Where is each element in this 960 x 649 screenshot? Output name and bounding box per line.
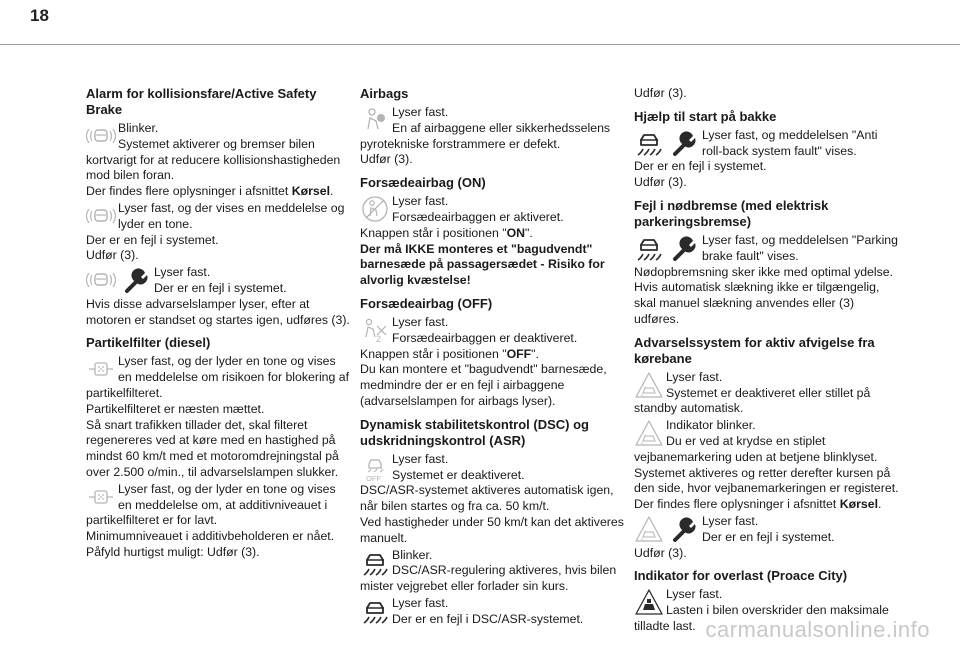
wrench-icon [670, 233, 700, 263]
warning-entry: Indikator blinker. Du er ved at krydse en stiplet vejbanemarkering uden at betjene blinklyset. Systemet aktiveres og retter derefter kursen på den side, hvor vejbanemarkeringen er registeret. Der findes flere oplysninger i afsnittet Kørsel. [634, 418, 899, 512]
warning-entry: Lyser fast. Forsædeairbaggen er aktiveret. Knappen står i positionen "ON". Der må IKKE monteres et "bagudvendt" barnesæde på passagersædet - Risiko for alvorlig kvæstelse! [360, 194, 605, 288]
section-title: Forsædeairbag (OFF) [360, 295, 493, 311]
section-airbags [360, 86, 626, 168]
lane-departure-icon [634, 370, 664, 400]
warning-entry: Lyser fast. Forsædeairbaggen er deaktiveret. Knappen står i positionen "OFF". Du kan montere et "bagudvendt" barnesæde, medmindre der er en fejl i airbaggene (advarselslampen for airbags lyser). [360, 314, 607, 408]
warning-entry: Lyser fast, og der vises en meddelelse og lyder en tone. Der er en fejl i systemet. Udfør (3). [86, 200, 345, 263]
section-particle-filter [86, 335, 352, 560]
section-airbag-off [360, 296, 626, 410]
warning-entry: Blinker. Systemet aktiverer og bremser bilen kortvarigt for at reducere kollisionshastigheden mod bilen foran. Der findes flere oplysninger i afsnittet Kørsel. [86, 121, 341, 199]
skid-car-icon [634, 233, 664, 263]
section-dsc-asr [360, 417, 626, 628]
section-title: Indikator for overlast (Proace City) [634, 568, 848, 584]
header-rule [0, 44, 960, 45]
airbag-off-icon [360, 315, 390, 345]
section-hill-start [634, 109, 900, 191]
skid-car-icon [634, 128, 664, 158]
particle-filter-icon [86, 354, 116, 384]
section-title: Fejl i nødbremse (med elektrisk parkeringsbremse) [634, 197, 829, 229]
section-title: Alarm for kollisionsfare/Active Safety Brake [86, 86, 317, 117]
warning-entry: OFF Lyser fast. Systemet er deaktiveret. DSC/ASR-systemet aktiveres automatisk igen, når bilen startes og fra ca. 50 km/t. Ved hastigheder under 50 km/t kan det aktiveres manuelt. [360, 451, 624, 545]
wrench-icon [670, 514, 700, 544]
collision-alert-icon [86, 121, 116, 151]
warning-entry: Lyser fast. Systemet er deaktiveret eller stillet på standby automatisk. [634, 369, 871, 416]
airbag-icon [360, 105, 390, 135]
warning-entry: Lyser fast, og meddelelsen "Parking brake fault" vises. Nødopbremsning sker ikke med optimal ydelse. Hvis automatisk slækning ikke er tilgængelig, skal manuel slækning anvendes eller (3) udføres. [634, 232, 898, 326]
section-title: Dynamisk stabilitetskontrol (DSC) og udskridningskontrol (ASR) [360, 416, 589, 448]
warning-entry: Lyser fast, og der lyder en tone og vises en meddelelse om risikoen for blokering af partikelfilteret. Partikelfilteret er næsten mættet. Så snart trafikken tillader det, skal filteret regenereres ved at køre med en hastighed på mindst 60 km/t med et motoromdrejningstal på over 2.500 o/min., til advarselslampen slukker. [86, 354, 350, 479]
column-right [634, 86, 900, 642]
warning-entry: Lyser fast. Der er en fejl i DSC/ASR-systemet. [360, 596, 626, 628]
section-title: Advarselssystem for aktiv afvigelse fra kørebane [634, 334, 875, 366]
watermark-footer: carmanualsonline.info [705, 617, 930, 642]
wrench-icon [122, 265, 152, 295]
warning-entry: Blinker. DSC/ASR-regulering aktiveres, hvis bilen mister vejgrebet eller forlader sin kurs. [360, 547, 617, 594]
section-title: Airbags [360, 86, 409, 101]
wrench-icon [670, 128, 700, 158]
skid-car-icon [360, 548, 390, 578]
overload-icon [634, 587, 664, 617]
section-collision-alarm [86, 86, 352, 328]
section-lane-departure [634, 335, 900, 562]
column-middle [360, 86, 626, 635]
section-airbag-on [360, 175, 626, 289]
collision-alert-icon [86, 201, 116, 231]
skid-car-icon [360, 596, 390, 626]
particle-filter-icon [86, 482, 116, 512]
airbag-on-icon [360, 194, 390, 224]
warning-entry: Lyser fast, og meddelelsen "Anti roll-back system fault" vises. Der er en fejl i systemet. Udfør (3). [634, 127, 878, 190]
warning-entry: Lyser fast, og der lyder en tone og vises en meddelelse om, at additivniveauet i partikelfilteret er for lavt. Minimumniveauet i additivbeholderen er nået. Påfyld hurtigst muligt: Udfør (3). [86, 481, 336, 559]
warning-entry: Lyser fast. En af airbaggene eller sikkerhedsselens pyrotekniske forstrammere er defekt. Udfør (3). [360, 105, 611, 167]
column-left [86, 86, 352, 568]
svg-text:OFF: OFF [366, 473, 381, 482]
continued-text: Udfør (3). [634, 86, 687, 100]
lane-departure-icon [634, 514, 664, 544]
collision-alert-icon [86, 265, 116, 295]
warning-entry: Lyser fast. Der er en fejl i systemet. Udfør (3). [634, 513, 835, 560]
section-title: Partikelfilter (diesel) [86, 335, 211, 351]
section-emergency-brake [634, 198, 900, 328]
lane-departure-icon [634, 418, 664, 448]
section-title: Hjælp til start på bakke [634, 108, 777, 124]
warning-entry: Lyser fast. Der er en fejl i systemet. Hvis disse advarselslamper lyser, efter at motoren er standset og startes igen, udføres (3). [86, 265, 350, 327]
warning-entry: Lyser fast. Lasten i bilen overskrider den maksimale tilladte last. [634, 587, 889, 633]
section-title: Forsædeairbag (ON) [360, 175, 486, 191]
page-number: 18 [30, 6, 49, 25]
dsc-off-icon [360, 452, 390, 482]
